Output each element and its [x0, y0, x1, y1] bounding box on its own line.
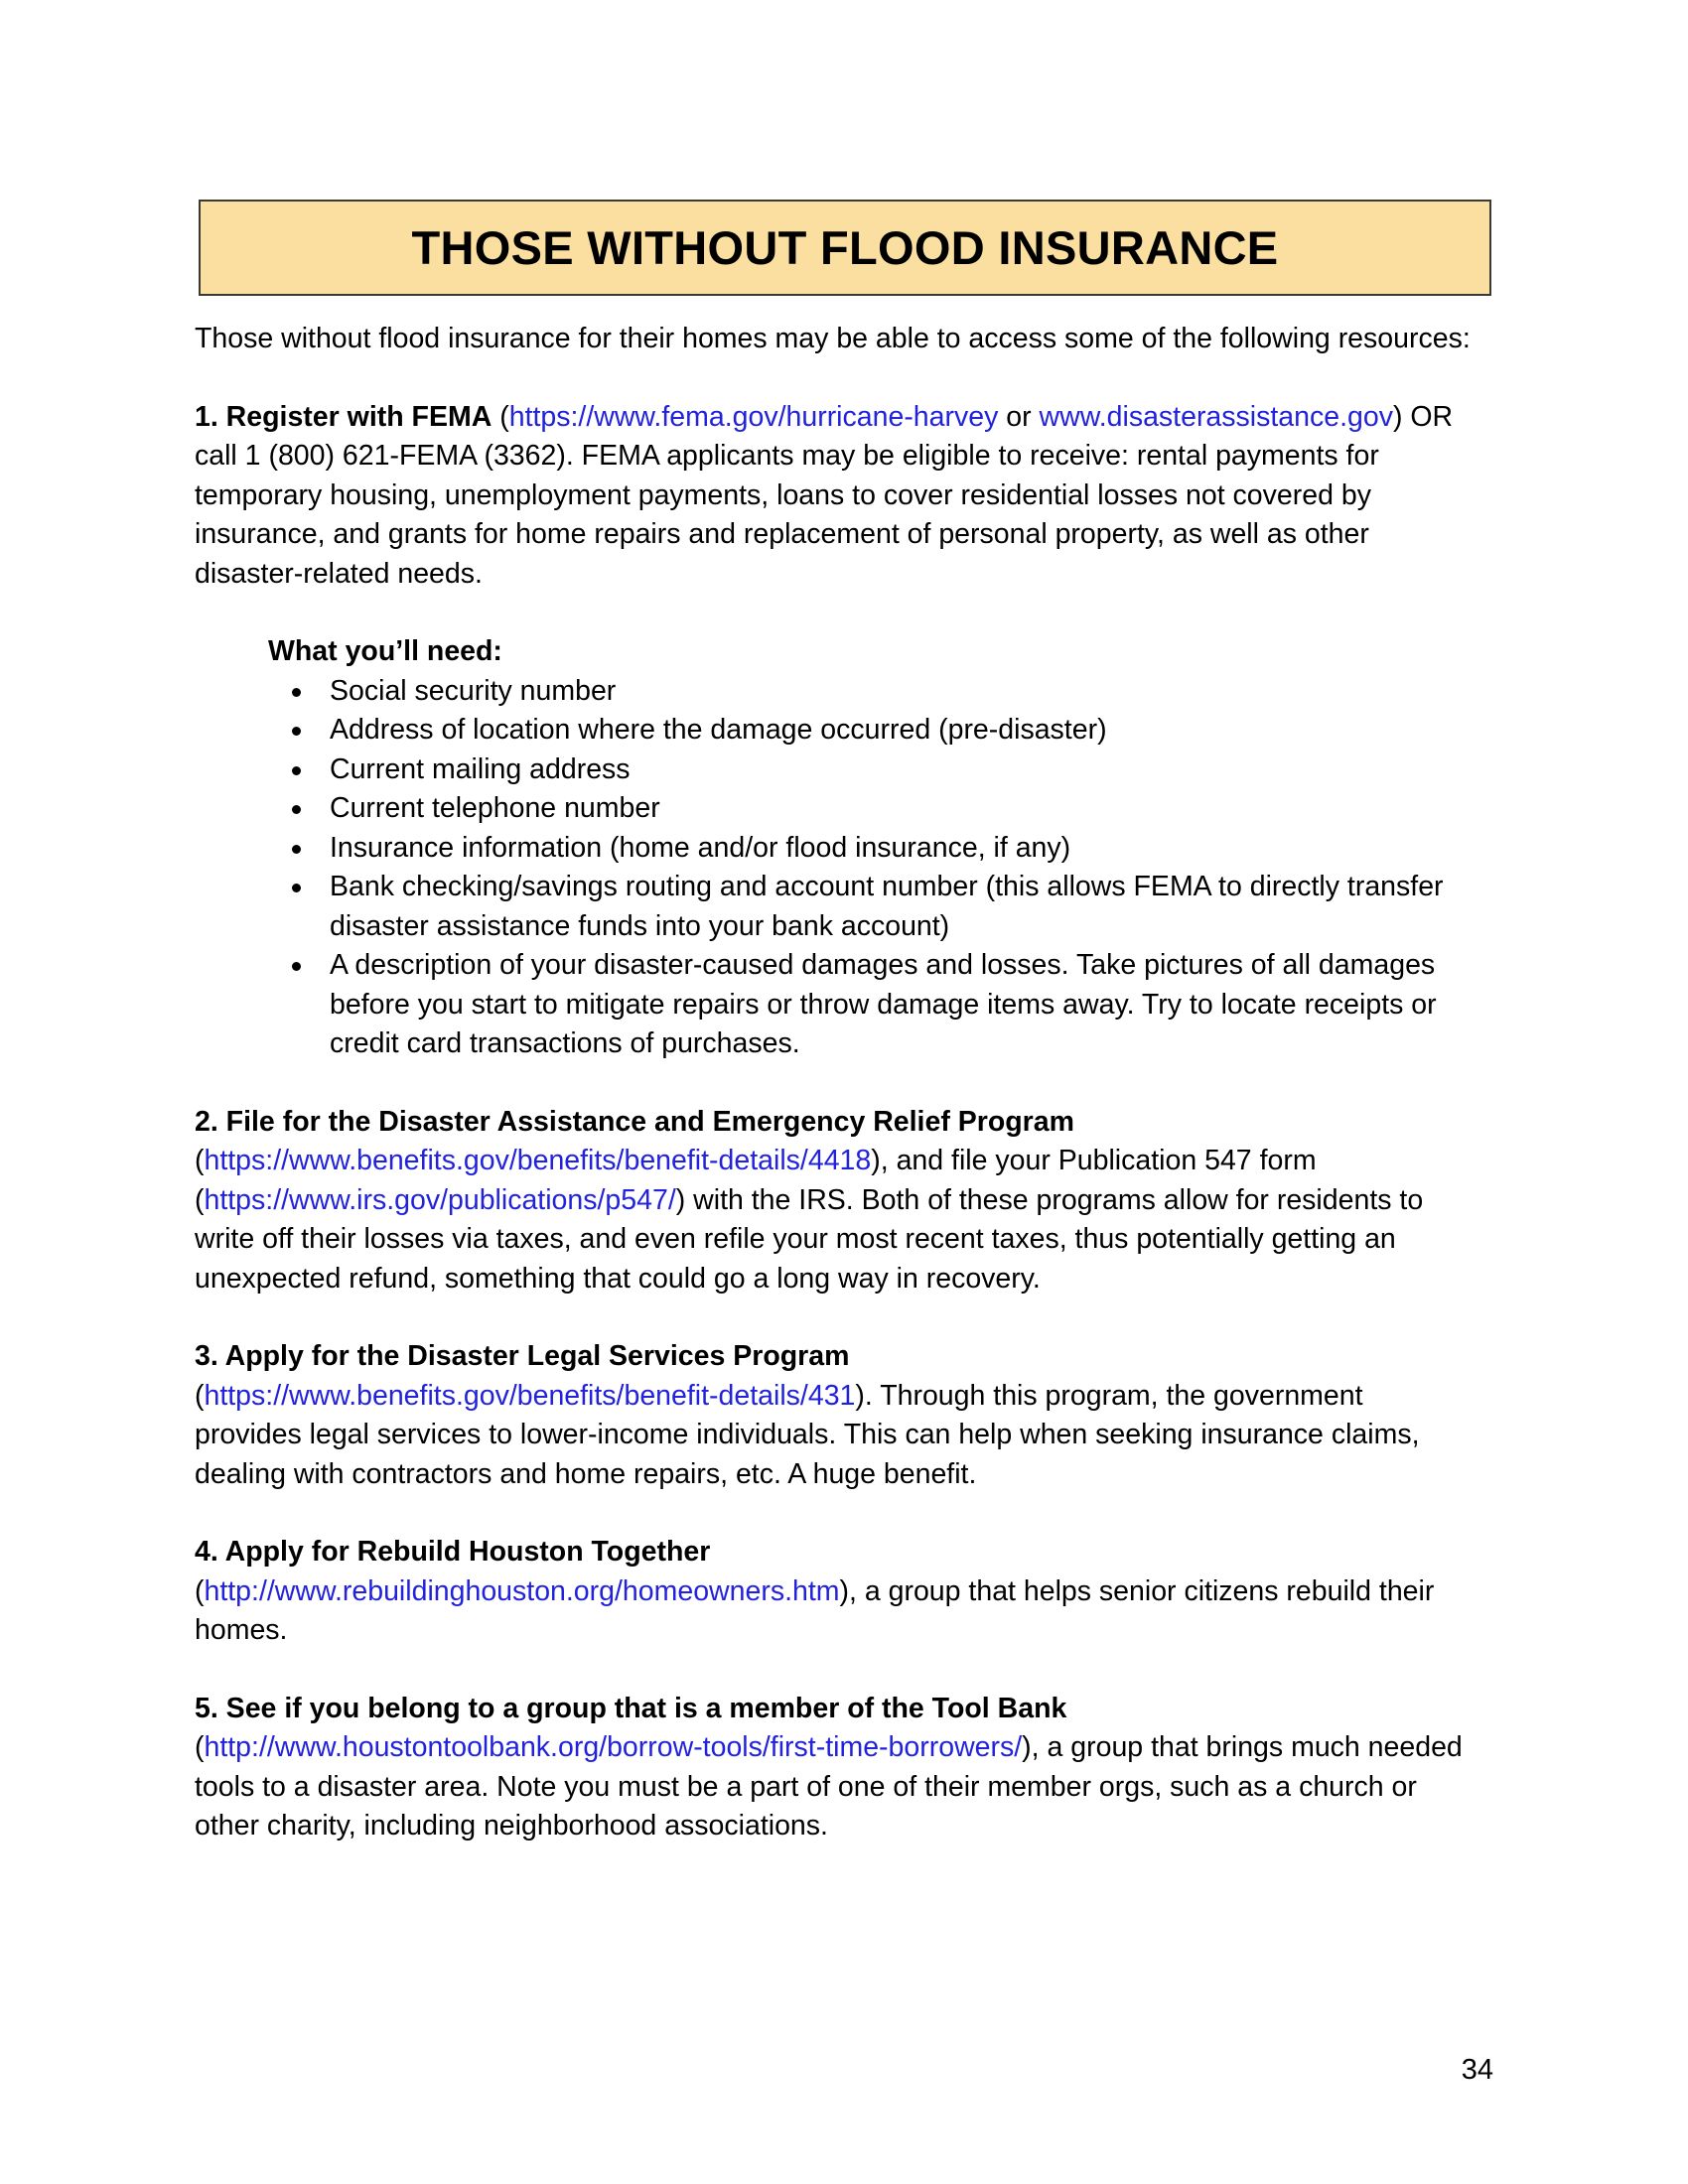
section-1-tail-text: ) OR call 1 (800) 621-FEMA (3362). FEMA applicants may be eligible to receive: rental payments for temporary housing, unemployment payments, loans to cover residential losses not covered by insurance, and grants for home repairs and replacement of personal property, as well as other disaster-related needs.: [195, 400, 1454, 590]
spacer: [195, 1494, 1474, 1533]
section-1-mid-text: or: [998, 400, 1040, 433]
section-4-open-paren: (: [195, 1574, 205, 1607]
bullet-dot-icon: [292, 805, 301, 814]
link-benefits-4418[interactable]: https://www.benefits.gov/benefits/benefit-details/4418: [204, 1145, 872, 1176]
link-rebuildinghouston[interactable]: http://www.rebuildinghouston.org/homeowners.htm: [204, 1574, 840, 1607]
list-item: [268, 829, 1474, 869]
link-fema-hurricane-harvey[interactable]: https://www.fema.gov/hurricane-harvey: [508, 400, 999, 433]
page-title: THOSE WITHOUT FLOOD INSURANCE: [411, 221, 1279, 274]
bullet-dot-icon: [292, 884, 301, 892]
list-item: [268, 711, 1474, 751]
section-2-heading: 2. File for the Disaster Assistance and Emergency Relief Program: [195, 1105, 1074, 1138]
list-item-label: Insurance information (home and/or flood insurance, if any): [330, 831, 1071, 864]
what-you-need-block: [195, 632, 1474, 1064]
list-item-label: Bank checking/savings routing and account number (this allows FEMA to directly transfer disaster assistance funds into your bank account): [330, 871, 1444, 942]
section-4-heading: 4. Apply for Rebuild Houston Together: [195, 1536, 711, 1568]
list-item: [268, 868, 1474, 946]
what-you-need-heading: What you’ll need:: [268, 635, 502, 667]
link-houstontoolbank[interactable]: http://www.houstontoolbank.org/borrow-tools/first-time-borrowers/: [204, 1731, 1023, 1763]
spacer: [195, 1064, 1474, 1103]
section-2-mid-text: ), and file your Publication 547 form (: [195, 1145, 1317, 1216]
list-item: [268, 946, 1474, 1064]
list-item: [268, 751, 1474, 790]
section-4-paragraph: [195, 1533, 1474, 1651]
list-item-label: Current telephone number: [330, 792, 660, 824]
section-1-paragraph: [195, 398, 1474, 595]
list-item: [268, 672, 1474, 712]
page-number: 34: [1461, 2054, 1493, 2086]
list-item-label: Social security number: [330, 674, 617, 707]
link-irs-p547[interactable]: https://www.irs.gov/publications/p547/: [204, 1183, 676, 1216]
spacer: [195, 1298, 1474, 1337]
intro-paragraph: [195, 320, 1474, 359]
section-2-open-paren: (: [195, 1145, 205, 1176]
section-1-open-paren: (: [492, 400, 509, 433]
section-5-open-paren: (: [195, 1731, 205, 1763]
section-4-tail-text: ), a group that helps senior citizens rebuild their homes.: [195, 1574, 1435, 1646]
section-3-open-paren: (: [195, 1379, 205, 1412]
bullet-dot-icon: [292, 962, 301, 971]
section-3-tail-text: ). Through this program, the government provides legal services to lower-income individuals. This can help when seeking insurance claims, dealing with contractors and home repairs, etc. A huge benefit.: [195, 1379, 1420, 1490]
link-disasterassistance-gov[interactable]: www.disasterassistance.gov: [1039, 400, 1393, 433]
spacer: [195, 359, 1474, 398]
list-item-label: Address of location where the damage occurred (pre-disaster): [330, 714, 1107, 746]
document-body: [195, 320, 1474, 1846]
section-2-tail-text: ) with the IRS. Both of these programs allow for residents to write off their losses via taxes, and even refile your most recent taxes, thus potentially getting an unexpected refund, something that could go a long way in recovery.: [195, 1183, 1424, 1295]
what-you-need-list: [268, 672, 1474, 1064]
intro-text: Those without flood insurance for their homes may be able to access some of the following resources:: [195, 323, 1471, 354]
section-5-tail-text: ), a group that brings much needed tools to a disaster area. Note you must be a part of one of their member orgs, such as a church or other charity, including neighborhood associations.: [195, 1731, 1463, 1842]
bullet-dot-icon: [292, 727, 301, 736]
bullet-dot-icon: [292, 845, 301, 854]
section-5-heading: 5. See if you belong to a group that is a member of the Tool Bank: [195, 1692, 1067, 1724]
section-1-heading: 1. Register with FEMA: [195, 400, 492, 433]
section-3-paragraph: [195, 1337, 1474, 1494]
bullet-dot-icon: [292, 766, 301, 775]
list-item-label: Current mailing address: [330, 752, 631, 785]
spacer: [195, 1651, 1474, 1690]
link-benefits-431[interactable]: https://www.benefits.gov/benefits/benefit-details/431: [204, 1379, 856, 1412]
page-title-banner: [199, 200, 1491, 296]
list-item: [268, 789, 1474, 829]
section-5-paragraph: [195, 1690, 1474, 1846]
section-2-paragraph: [195, 1103, 1474, 1299]
list-item-label: A description of your disaster-caused damages and losses. Take pictures of all damages before you start to mitigate repairs or throw damage items away. Try to locate receipts or credit card transactions of purchases.: [330, 949, 1437, 1059]
bullet-dot-icon: [292, 688, 301, 697]
section-3-heading: 3. Apply for the Disaster Legal Services Program: [195, 1340, 850, 1372]
